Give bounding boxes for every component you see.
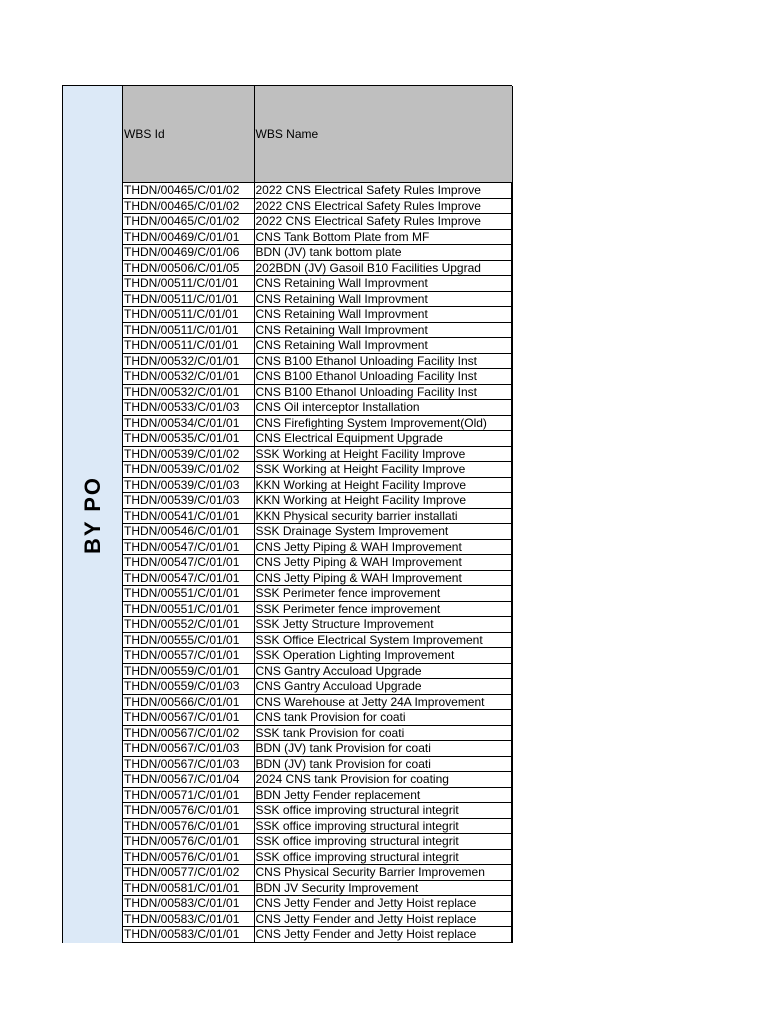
wbs-id-cell[interactable]: THDN/00576/C/01/01 bbox=[123, 834, 254, 850]
table-row bbox=[123, 307, 512, 323]
table-row bbox=[123, 384, 512, 400]
table-row bbox=[123, 477, 512, 493]
table-row bbox=[123, 276, 512, 292]
table-row bbox=[123, 756, 512, 772]
wbs-id-cell[interactable]: THDN/00581/C/01/01 bbox=[123, 880, 254, 896]
table-row bbox=[123, 834, 512, 850]
table-row bbox=[123, 679, 512, 695]
spreadsheet bbox=[62, 85, 512, 943]
table-row bbox=[123, 322, 512, 338]
wbs-name-cell[interactable]: 2022 CNS Electrical Safety Rules Improve bbox=[254, 214, 512, 230]
wbs-id-cell[interactable]: THDN/00511/C/01/01 bbox=[123, 338, 254, 354]
wbs-name-cell[interactable]: SSK office improving structural integrit bbox=[254, 834, 512, 850]
wbs-id-cell[interactable]: THDN/00465/C/01/02 bbox=[123, 198, 254, 214]
wbs-name-cell[interactable]: SSK office improving structural integrit bbox=[254, 803, 512, 819]
wbs-name-cell[interactable]: SSK Jetty Structure Improvement bbox=[254, 617, 512, 633]
wbs-id-cell[interactable]: THDN/00571/C/01/01 bbox=[123, 787, 254, 803]
wbs-name-cell[interactable]: CNS Jetty Piping & WAH Improvement bbox=[254, 539, 512, 555]
column-header-wbs-name[interactable]: WBS Name bbox=[254, 86, 512, 183]
wbs-name-cell[interactable]: CNS Gantry Accuload Upgrade bbox=[254, 679, 512, 695]
wbs-id-cell[interactable]: THDN/00552/C/01/01 bbox=[123, 617, 254, 633]
side-group-label: BY PO bbox=[79, 475, 105, 554]
wbs-name-cell[interactable]: SSK Working at Height Facility Improve bbox=[254, 462, 512, 478]
table-row bbox=[123, 694, 512, 710]
table-row bbox=[123, 617, 512, 633]
wbs-id-cell[interactable]: THDN/00534/C/01/01 bbox=[123, 415, 254, 431]
wbs-name-cell[interactable]: CNS tank Provision for coati bbox=[254, 710, 512, 726]
wbs-id-cell[interactable]: THDN/00551/C/01/01 bbox=[123, 586, 254, 602]
wbs-name-cell[interactable]: BDN JV Security Improvement bbox=[254, 880, 512, 896]
wbs-id-cell[interactable]: THDN/00566/C/01/01 bbox=[123, 694, 254, 710]
table-row bbox=[123, 353, 512, 369]
wbs-id-cell[interactable]: THDN/00576/C/01/01 bbox=[123, 818, 254, 834]
wbs-id-cell[interactable]: THDN/00567/C/01/02 bbox=[123, 725, 254, 741]
wbs-name-cell[interactable]: KKN Working at Height Facility Improve bbox=[254, 493, 512, 509]
wbs-id-cell[interactable]: THDN/00539/C/01/02 bbox=[123, 446, 254, 462]
table-row bbox=[123, 570, 512, 586]
table-row bbox=[123, 338, 512, 354]
table-row bbox=[123, 446, 512, 462]
wbs-id-cell[interactable]: THDN/00532/C/01/01 bbox=[123, 369, 254, 385]
wbs-name-cell[interactable]: CNS Firefighting System Improvement(Old) bbox=[254, 415, 512, 431]
wbs-name-cell[interactable]: CNS Jetty Fender and Jetty Hoist replace bbox=[254, 896, 512, 912]
wbs-name-cell[interactable]: SSK Working at Height Facility Improve bbox=[254, 446, 512, 462]
table-row bbox=[123, 508, 512, 524]
wbs-id-cell[interactable]: THDN/00511/C/01/01 bbox=[123, 322, 254, 338]
wbs-id-cell[interactable]: THDN/00547/C/01/01 bbox=[123, 570, 254, 586]
wbs-name-cell[interactable]: SSK Perimeter fence improvement bbox=[254, 586, 512, 602]
table-row bbox=[123, 741, 512, 757]
table-row bbox=[123, 369, 512, 385]
wbs-name-cell[interactable]: BDN Jetty Fender replacement bbox=[254, 787, 512, 803]
table-row bbox=[123, 260, 512, 276]
table-row bbox=[123, 911, 512, 927]
wbs-id-cell[interactable]: THDN/00567/C/01/03 bbox=[123, 741, 254, 757]
wbs-name-cell[interactable]: CNS Retaining Wall Improvment bbox=[254, 322, 512, 338]
wbs-id-cell[interactable]: THDN/00511/C/01/01 bbox=[123, 291, 254, 307]
table-row bbox=[123, 493, 512, 509]
table-row bbox=[123, 880, 512, 896]
wbs-name-cell[interactable]: SSK Drainage System Improvement bbox=[254, 524, 512, 540]
wbs-name-cell[interactable]: SSK office improving structural integrit bbox=[254, 818, 512, 834]
wbs-name-cell[interactable]: 2022 CNS Electrical Safety Rules Improve bbox=[254, 183, 512, 199]
table-row bbox=[123, 927, 512, 943]
table-row bbox=[123, 524, 512, 540]
wbs-name-cell[interactable]: CNS Retaining Wall Improvment bbox=[254, 307, 512, 323]
wbs-name-cell[interactable]: BDN (JV) tank Provision for coati bbox=[254, 756, 512, 772]
wbs-name-cell[interactable]: KKN Working at Height Facility Improve bbox=[254, 477, 512, 493]
wbs-id-cell[interactable]: THDN/00547/C/01/01 bbox=[123, 539, 254, 555]
table-row bbox=[123, 648, 512, 664]
wbs-name-cell[interactable]: CNS Oil interceptor Installation bbox=[254, 400, 512, 416]
wbs-id-cell[interactable]: THDN/00567/C/01/03 bbox=[123, 756, 254, 772]
table-row bbox=[123, 214, 512, 230]
wbs-id-cell[interactable]: THDN/00532/C/01/01 bbox=[123, 384, 254, 400]
header-row bbox=[123, 86, 512, 183]
table-row bbox=[123, 632, 512, 648]
wbs-name-cell[interactable]: CNS Jetty Piping & WAH Improvement bbox=[254, 555, 512, 571]
table-row bbox=[123, 601, 512, 617]
table-row bbox=[123, 229, 512, 245]
wbs-id-cell[interactable]: THDN/00465/C/01/02 bbox=[123, 214, 254, 230]
wbs-id-cell[interactable]: THDN/00567/C/01/01 bbox=[123, 710, 254, 726]
wbs-name-cell[interactable]: 202BDN (JV) Gasoil B10 Facilities Upgrad bbox=[254, 260, 512, 276]
wbs-name-cell[interactable]: CNS Physical Security Barrier Improvemen bbox=[254, 865, 512, 881]
wbs-name-cell[interactable]: BDN (JV) tank bottom plate bbox=[254, 245, 512, 261]
wbs-name-cell[interactable]: CNS B100 Ethanol Unloading Facility Inst bbox=[254, 384, 512, 400]
wbs-id-cell[interactable]: THDN/00576/C/01/01 bbox=[123, 803, 254, 819]
table-row bbox=[123, 291, 512, 307]
table-row bbox=[123, 865, 512, 881]
wbs-table bbox=[123, 86, 513, 943]
wbs-id-cell[interactable]: THDN/00539/C/01/03 bbox=[123, 477, 254, 493]
wbs-id-cell[interactable]: THDN/00567/C/01/04 bbox=[123, 772, 254, 788]
side-group-header[interactable] bbox=[63, 86, 123, 943]
wbs-name-cell[interactable]: CNS Tank Bottom Plate from MF bbox=[254, 229, 512, 245]
table-row bbox=[123, 462, 512, 478]
wbs-name-cell[interactable]: KKN Physical security barrier installati bbox=[254, 508, 512, 524]
table-row bbox=[123, 415, 512, 431]
wbs-id-cell[interactable]: THDN/00535/C/01/01 bbox=[123, 431, 254, 447]
table-row bbox=[123, 431, 512, 447]
wbs-id-cell[interactable]: THDN/00532/C/01/01 bbox=[123, 353, 254, 369]
wbs-id-cell[interactable]: THDN/00583/C/01/01 bbox=[123, 896, 254, 912]
wbs-id-cell[interactable]: THDN/00469/C/01/06 bbox=[123, 245, 254, 261]
wbs-name-cell[interactable]: SSK office improving structural integrit bbox=[254, 849, 512, 865]
wbs-name-cell[interactable]: 2024 CNS tank Provision for coating bbox=[254, 772, 512, 788]
wbs-id-cell[interactable]: THDN/00469/C/01/01 bbox=[123, 229, 254, 245]
wbs-id-cell[interactable]: THDN/00511/C/01/01 bbox=[123, 307, 254, 323]
table-row bbox=[123, 183, 512, 199]
wbs-name-cell[interactable]: CNS Warehouse at Jetty 24A Improvement bbox=[254, 694, 512, 710]
table-row bbox=[123, 245, 512, 261]
table-row bbox=[123, 772, 512, 788]
table-row bbox=[123, 725, 512, 741]
wbs-name-cell[interactable]: SSK tank Provision for coati bbox=[254, 725, 512, 741]
wbs-name-cell[interactable]: CNS Jetty Fender and Jetty Hoist replace bbox=[254, 927, 512, 943]
wbs-name-cell[interactable]: CNS B100 Ethanol Unloading Facility Inst bbox=[254, 369, 512, 385]
wbs-name-cell[interactable]: SSK Perimeter fence improvement bbox=[254, 601, 512, 617]
table-row bbox=[123, 849, 512, 865]
wbs-name-cell[interactable]: SSK Office Electrical System Improvement bbox=[254, 632, 512, 648]
wbs-id-cell[interactable]: THDN/00465/C/01/02 bbox=[123, 183, 254, 199]
table-row bbox=[123, 787, 512, 803]
table-row bbox=[123, 818, 512, 834]
wbs-id-cell[interactable]: THDN/00576/C/01/01 bbox=[123, 849, 254, 865]
table-row bbox=[123, 539, 512, 555]
wbs-id-cell[interactable]: THDN/00539/C/01/03 bbox=[123, 493, 254, 509]
wbs-name-cell[interactable]: CNS Retaining Wall Improvment bbox=[254, 291, 512, 307]
wbs-id-cell[interactable]: THDN/00577/C/01/02 bbox=[123, 865, 254, 881]
wbs-name-cell[interactable]: 2022 CNS Electrical Safety Rules Improve bbox=[254, 198, 512, 214]
wbs-id-cell[interactable]: THDN/00541/C/01/01 bbox=[123, 508, 254, 524]
wbs-name-cell[interactable]: CNS Jetty Fender and Jetty Hoist replace bbox=[254, 911, 512, 927]
wbs-name-cell[interactable]: SSK Operation Lighting Improvement bbox=[254, 648, 512, 664]
column-header-wbs-id[interactable]: WBS Id bbox=[123, 86, 254, 183]
wbs-id-cell[interactable]: THDN/00551/C/01/01 bbox=[123, 601, 254, 617]
table-row bbox=[123, 803, 512, 819]
wbs-id-cell[interactable]: THDN/00555/C/01/01 bbox=[123, 632, 254, 648]
table-row bbox=[123, 663, 512, 679]
wbs-id-cell[interactable]: THDN/00583/C/01/01 bbox=[123, 927, 254, 943]
table-row bbox=[123, 710, 512, 726]
table-row bbox=[123, 400, 512, 416]
wbs-id-cell[interactable]: THDN/00559/C/01/03 bbox=[123, 679, 254, 695]
wbs-name-cell[interactable]: BDN (JV) tank Provision for coati bbox=[254, 741, 512, 757]
wbs-id-cell[interactable]: THDN/00583/C/01/01 bbox=[123, 911, 254, 927]
wbs-id-cell[interactable]: THDN/00557/C/01/01 bbox=[123, 648, 254, 664]
wbs-id-cell[interactable]: THDN/00511/C/01/01 bbox=[123, 276, 254, 292]
wbs-name-cell[interactable]: CNS Retaining Wall Improvment bbox=[254, 338, 512, 354]
wbs-name-cell[interactable]: CNS Jetty Piping & WAH Improvement bbox=[254, 570, 512, 586]
table-row bbox=[123, 198, 512, 214]
table-row bbox=[123, 586, 512, 602]
table-body bbox=[123, 183, 512, 943]
table-row bbox=[123, 555, 512, 571]
wbs-id-cell[interactable]: THDN/00506/C/01/05 bbox=[123, 260, 254, 276]
wbs-name-cell[interactable]: CNS Electrical Equipment Upgrade bbox=[254, 431, 512, 447]
wbs-id-cell[interactable]: THDN/00546/C/01/01 bbox=[123, 524, 254, 540]
wbs-id-cell[interactable]: THDN/00533/C/01/03 bbox=[123, 400, 254, 416]
wbs-name-cell[interactable]: CNS Gantry Accuload Upgrade bbox=[254, 663, 512, 679]
wbs-id-cell[interactable]: THDN/00547/C/01/01 bbox=[123, 555, 254, 571]
table-row bbox=[123, 896, 512, 912]
wbs-id-cell[interactable]: THDN/00559/C/01/01 bbox=[123, 663, 254, 679]
wbs-id-cell[interactable]: THDN/00539/C/01/02 bbox=[123, 462, 254, 478]
wbs-name-cell[interactable]: CNS B100 Ethanol Unloading Facility Inst bbox=[254, 353, 512, 369]
wbs-name-cell[interactable]: CNS Retaining Wall Improvment bbox=[254, 276, 512, 292]
